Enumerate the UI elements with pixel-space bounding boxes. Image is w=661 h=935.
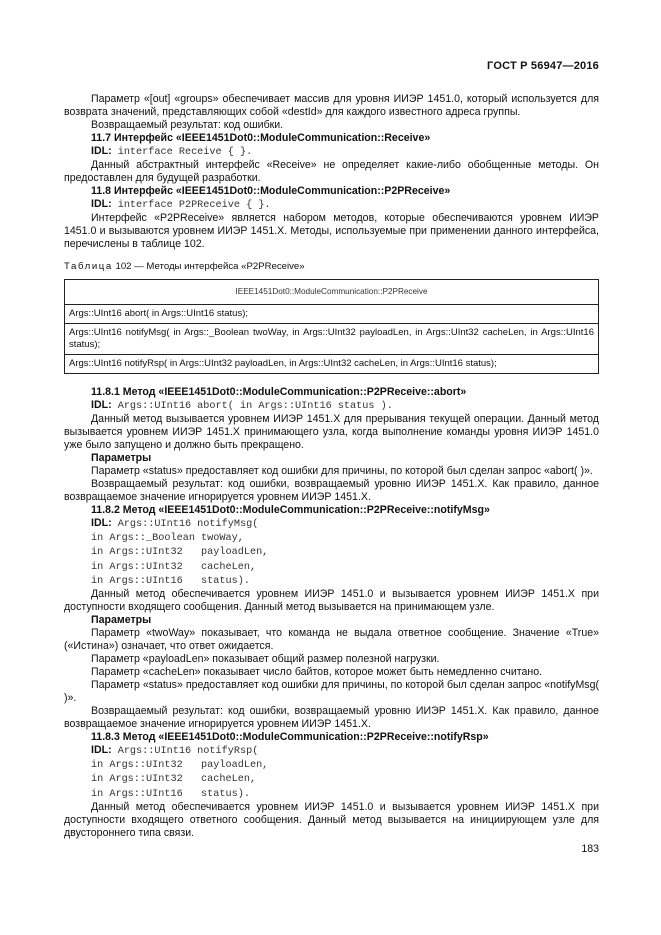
idl-code: Args::UInt16 notifyRsp( [111,746,259,758]
code-text: in Args::UInt32 payloadLen, [91,547,269,559]
paragraph: Данный абстрактный интерфейс «Receive» не определяет какие-либо обобщенные методы. Он предоставлен для будущей разработки. [64,159,599,184]
table-row [65,305,599,324]
paragraph: Параметр «cacheLen» показывает число байтов, которое может быть немедленно считано. [91,666,543,679]
idl-line [64,145,599,159]
section-heading: Параметры [91,452,152,464]
idl-line [64,517,599,531]
section-heading: 11.8.3 Метод «IEEE1451Dot0::ModuleCommunication::P2PReceive::notifyRsp» [91,731,489,744]
idl-code: interface Receive { }. [111,147,253,158]
idl-line [64,399,599,413]
methods-table [64,279,599,374]
paragraph: Параметр «payloadLen» показывает общий размер полезной нагрузки. [91,653,440,666]
idl-code: interface P2PReceive { }. [111,200,271,211]
code-line [64,787,599,801]
paragraph: Данный метод обеспечивается уровнем ИИЭР 1451.0 и вызывается уровнем ИИЭР 1451.X при доступности входящего сообщения. Данный метод вызывается на принимающем узле. [64,588,599,614]
idl-keyword: IDL: [91,744,112,757]
idl-keyword: IDL: [91,517,112,529]
text-section-top [64,93,599,251]
code-text: in Args::UInt32 cacheLen, [91,774,257,786]
table-caption-title: 102 — Методы интерфейса «P2PReceive» [112,261,305,272]
code-text: in Args::UInt32 cacheLen, [91,561,257,573]
table-caption-word: Таблица [64,261,113,272]
idl-code: Args::UInt16 notifyMsg( [111,519,259,530]
table-row [65,355,599,374]
paragraph: Возвращаемый результат: код ошибки, возвращаемый уровню ИИЭР 1451.X. Как правило, данное возвращаемое значение игнорируется уровнем ИИЭР 1451.X. [64,478,599,503]
idl-code: Args::UInt16 abort( in Args::UInt16 status ). [111,401,393,412]
paragraph: Возвращаемый результат: код ошибки, возвращаемый уровню ИИЭР 1451.X. Как правило, данное возвращаемое значение игнорируется уровнем ИИЭР 1451.X. [64,705,599,731]
table-cell: Args::UInt16 notifyMsg( in Args::_Boolean twoWay, in Args::UInt32 payloadLen, in Args::UInt32 cacheLen, in Args::UInt16 status); [65,324,599,355]
section-heading: 11.8.1 Метод «IEEE1451Dot0::ModuleCommunication::P2PReceive::abort» [91,386,467,398]
code-text: in Args::UInt16 status). [91,788,250,800]
table-cell: Args::UInt16 abort( in Args::UInt16 status); [65,305,599,324]
code-line [64,574,599,588]
section-heading: 11.8.2 Метод «IEEE1451Dot0::ModuleCommunication::P2PReceive::notifyMsg» [91,504,490,516]
paragraph: Данный метод обеспечивается уровнем ИИЭР 1451.0 и вызывается уровнем ИИЭР 1451.X при доступности входящего ответного сообщения. Данный метод вызывается на инициирующем узле для двустороннего типа связи. [64,801,599,840]
paragraph: Параметр «status» предоставляет код ошибки для причины, по которой был сделан запрос «abort( )». [91,465,593,477]
paragraph: Интерфейс «P2PReceive» является набором методов, которые обеспечиваются уровнем ИИЭР 1451.0 и вызываются уровнем ИИЭР 1451.X. Методы, используемые при применении данного интерфейса, перечислены в таблице 102. [64,212,599,250]
idl-line [64,744,599,758]
section-heading: 11.8 Интерфейс «IEEE1451Dot0::ModuleCommunication::P2PReceive» [91,185,451,197]
table-header-row [65,280,599,305]
section-heading: 11.7 Интерфейс «IEEE1451Dot0::ModuleCommunication::Receive» [91,132,431,144]
code-line [64,531,599,545]
table-header-cell: IEEE1451Dot0::ModuleCommunication::P2PReceive [65,280,599,305]
idl-keyword: IDL: [91,399,112,411]
code-text: in Args::_Boolean twoWay, [91,533,244,544]
code-line [64,772,599,786]
table-row [65,324,599,355]
code-line [64,545,599,559]
code-text: in Args::UInt16 status). [91,575,250,587]
section-heading: Параметры [91,614,152,627]
idl-keyword: IDL: [91,198,112,210]
idl-keyword: IDL: [91,145,112,157]
idl-line [64,198,599,212]
paragraph: Данный метод вызывается уровнем ИИЭР 1451.X для прерывания текущей операции. Данный метод вызывается уровнем ИИЭР 1451.X принимающего узла, когда выполнение команды уровня ИИЭР 1451.0 уже было запущено и должно быть прекращено. [64,413,599,451]
paragraph: Возвращаемый результат: код ошибки. [91,119,284,131]
document-code: ГОСТ Р 56947—2016 [487,60,599,72]
page-content [64,93,599,840]
paragraph: Параметр «[out] «groups» обеспечивает массив для уровня ИИЭР 1451.0, который используется для возврата значений, представляющих собой «destId» для каждого известного адреса группы. [64,93,599,118]
table-cell: Args::UInt16 notifyRsp( in Args::UInt32 payloadLen, in Args::UInt32 cacheLen, in Args::UInt16 status); [65,355,599,374]
code-line [64,758,599,772]
code-line [64,560,599,574]
table-caption [64,260,599,273]
code-text: in Args::UInt32 payloadLen, [91,760,269,772]
text-section-bottom [64,386,599,840]
paragraph: Параметр «twoWay» показывает, что команда не выдала ответное сообщение. Значение «True» («Истина») означает, что ответ ожидается. [64,627,599,653]
page-number: 183 [581,843,599,855]
paragraph: Параметр «status» предоставляет код ошибки для причины, по которой был сделан запрос «notifyMsg( )». [64,679,599,705]
